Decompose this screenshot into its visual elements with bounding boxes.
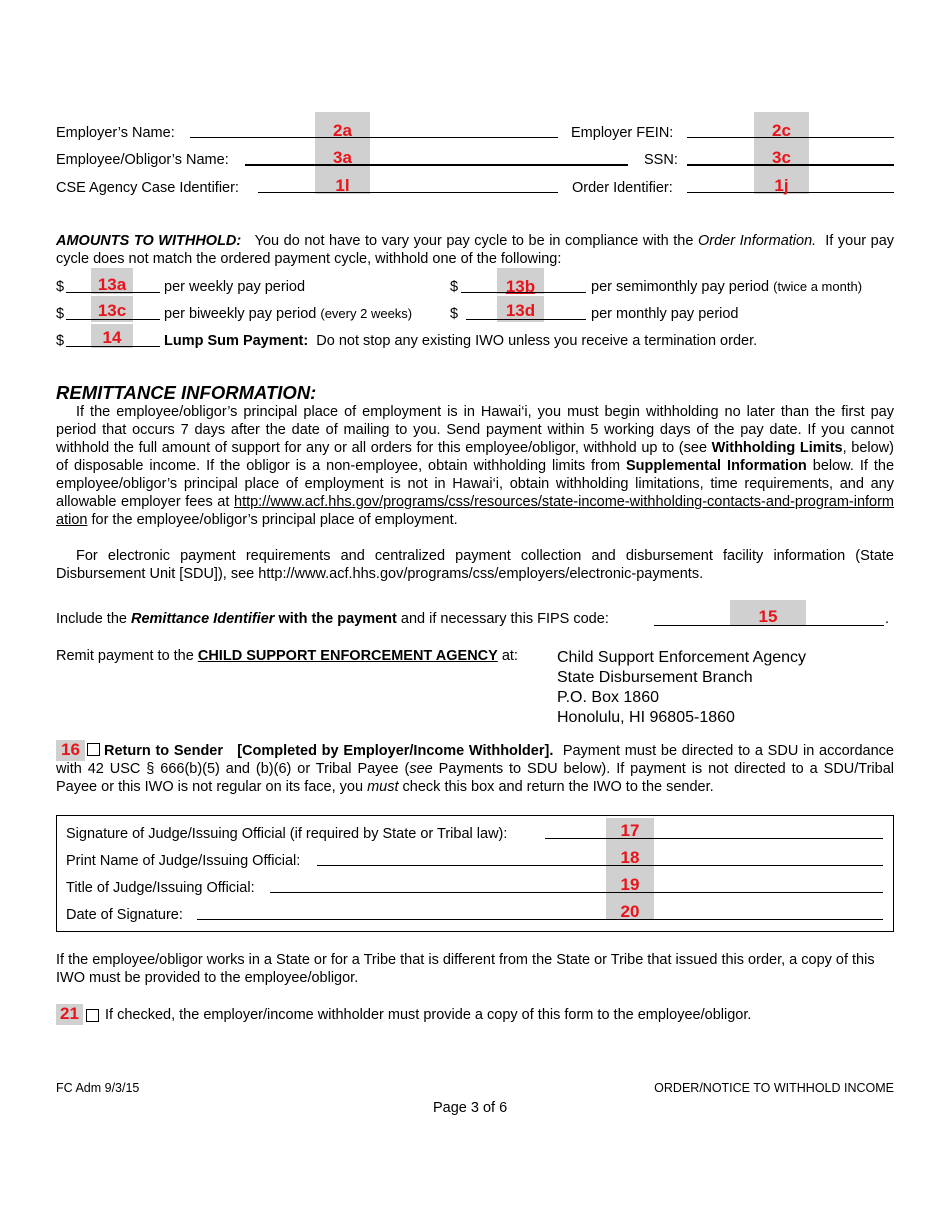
- footer-form-title: ORDER/NOTICE TO WITHHOLD INCOME: [654, 1081, 894, 1095]
- case-identifier-tag: 1l: [335, 176, 350, 195]
- return-sender-text-b: Payments to SDU below). If payment is not directed to a SDU/Tribal Payee or this IWO is not regular on its face, you: [56, 761, 895, 795]
- return-sender-must: must: [367, 779, 399, 795]
- remit-a: Remit payment to the: [56, 648, 194, 664]
- order-identifier-tag: 1j: [774, 176, 789, 195]
- amounts-heading: AMOUNTS TO WITHHOLD:: [56, 233, 242, 249]
- remit-payment-text: [56, 648, 518, 664]
- return-sender-paragraph: [56, 742, 894, 796]
- order-identifier-label: Order Identifier:: [572, 180, 673, 196]
- state-withholding-link[interactable]: http://www.acf.hhs.gov/programs/css/resources/state-income-withholding-contacts-and-program-information: [56, 494, 895, 528]
- employer-name-label: Employer’s Name:: [56, 125, 175, 141]
- remittance-paragraph-1: [56, 403, 894, 529]
- biweekly-text: [164, 306, 412, 322]
- lump-text: [164, 333, 757, 349]
- address-line: Honolulu, HI 96805-1860: [557, 709, 735, 726]
- official-title-label: Title of Judge/Issuing Official:: [66, 880, 255, 896]
- return-sender-see: see: [409, 761, 433, 777]
- signature-tag: 17: [620, 821, 640, 840]
- remit-agency: CHILD SUPPORT ENFORCEMENT AGENCY: [197, 648, 498, 664]
- remittance-paragraph-2: For electronic payment requirements and centralized payment collection and disbursement facility information (State Disbursement Unit [SDU]), see http://www.acf.hhs.gov/programs/css/employers/electronic-payments.: [56, 548, 894, 582]
- fips-a: Include the: [56, 611, 127, 627]
- address-line: State Disbursement Branch: [557, 669, 753, 686]
- footer-page-number: Page 3 of 6: [433, 1100, 508, 1116]
- remittance-p1-d: for the employee/obligor’s principal place of employment.: [91, 512, 458, 528]
- copy-check-text: If checked, the employer/income withholder must provide a copy of this form to the employee/obligor.: [105, 1007, 752, 1023]
- copy-checkbox[interactable]: [86, 1009, 99, 1022]
- print-name-field[interactable]: [317, 865, 883, 866]
- employee-name-label: Employee/Obligor’s Name:: [56, 152, 229, 168]
- remittance-p1-b: , below) of disposable income. If the obligor is a non-employee, obtain withholding limits from: [56, 440, 894, 474]
- employee-name-tag: 3a: [333, 148, 352, 167]
- supplemental-info-ref: Supplemental Information: [626, 458, 807, 474]
- ssn-tag: 3c: [772, 148, 791, 167]
- lump-label: Lump Sum Payment:: [164, 333, 309, 349]
- semimonthly-text: [591, 279, 862, 295]
- biweekly-dollar: $: [56, 306, 65, 322]
- lump-dollar: $: [56, 333, 65, 349]
- signature-date-label: Date of Signature:: [66, 907, 183, 923]
- return-sender-text-a: Payment must be directed to a SDU in accordance with 42 USC § 666(b)(5) and (b)(6) or Tribal Payee (: [56, 743, 894, 777]
- lump-description: Do not stop any existing IWO unless you receive a termination order.: [316, 333, 758, 349]
- withholding-limits-ref: Withholding Limits: [711, 440, 843, 456]
- remittance-p1-a: If the employee/obligor’s principal place of employment is in Hawai‘i, you must begin withholding no later than the first pay period that occurs 7 days after the date of mailing to you. Send payment within 5 working days of the pay date. If you cannot withhold the full amount of support for any or all orders for this employee/obligor, withhold up to (see: [56, 404, 894, 456]
- employer-fein-tag: 2c: [772, 121, 791, 140]
- print-name-label: Print Name of Judge/Issuing Official:: [66, 853, 301, 869]
- remittance-identifier-label: Remittance Identifier: [130, 611, 275, 627]
- address-line: Child Support Enforcement Agency: [557, 649, 807, 666]
- employer-fein-label: Employer FEIN:: [571, 125, 674, 141]
- footer-form-id: FC Adm 9/3/15: [56, 1081, 140, 1095]
- semimonthly-note: (twice a month): [773, 279, 863, 294]
- amounts-intro-order: Order Information.: [697, 233, 817, 249]
- semimonthly-dollar: $: [450, 279, 459, 295]
- signature-label: Signature of Judge/Issuing Official (if required by State or Tribal law):: [66, 826, 508, 842]
- fips-tag: 15: [758, 607, 778, 626]
- remit-b: at:: [501, 648, 518, 664]
- signature-date-field[interactable]: [197, 919, 883, 920]
- ssn-label: SSN:: [644, 152, 678, 168]
- fips-b: with the payment: [278, 611, 397, 627]
- print-name-tag: 18: [620, 848, 640, 867]
- semimonthly-text-main: per semimonthly pay period: [591, 279, 770, 295]
- weekly-text: per weekly pay period: [164, 279, 306, 295]
- semimonthly-tag: 13b: [505, 277, 536, 296]
- fips-end: .: [885, 611, 890, 627]
- amounts-intro-text-b: If your pay cycle does not match the ordered payment cycle, withhold one of the following:: [56, 233, 895, 267]
- employer-name-field[interactable]: [190, 137, 558, 138]
- return-sender-label: Return to Sender: [104, 743, 224, 759]
- biweekly-note: (every 2 weeks): [320, 306, 413, 321]
- remit-address: [557, 648, 806, 728]
- weekly-tag: 13a: [97, 275, 127, 294]
- signature-date-tag: 20: [620, 902, 640, 921]
- return-sender-tag: 16: [61, 740, 80, 759]
- amounts-intro: [56, 232, 894, 268]
- address-line: P.O. Box 1860: [557, 689, 659, 706]
- monthly-tag: 13d: [505, 301, 536, 320]
- official-title-field[interactable]: [270, 892, 883, 893]
- amounts-intro-text-a: You do not have to vary your pay cycle to be in compliance with the: [254, 233, 694, 249]
- signature-field[interactable]: [545, 838, 883, 839]
- biweekly-tag: 13c: [97, 301, 127, 320]
- fips-c: and if necessary this FIPS code:: [400, 611, 609, 627]
- monthly-text: per monthly pay period: [591, 306, 739, 322]
- employee-name-field[interactable]: [245, 164, 628, 166]
- official-title-tag: 19: [620, 875, 640, 894]
- monthly-dollar: $: [450, 306, 459, 322]
- case-identifier-label: CSE Agency Case Identifier:: [56, 180, 239, 196]
- remittance-p1-c: below. If the employee/obligor’s principal place of employment is not in Hawai‘i, obtain withholding limitations, time requirements, and any allowable employer fees at: [56, 458, 895, 510]
- case-identifier-field[interactable]: [258, 192, 558, 193]
- return-sender-text-c: check this box and return the IWO to the sender.: [402, 779, 714, 795]
- remittance-heading: REMITTANCE INFORMATION:: [56, 382, 317, 403]
- return-sender-completed: [Completed by Employer/Income Withholder].: [237, 743, 554, 759]
- lump-tag: 14: [102, 328, 122, 347]
- biweekly-text-main: per biweekly pay period: [164, 306, 317, 322]
- weekly-dollar: $: [56, 279, 65, 295]
- copy-check-tag: 21: [60, 1004, 79, 1023]
- copy-note: If the employee/obligor works in a State or for a Tribe that is different from the State or Tribe that issued this order, a copy of this IWO must be provided to the employee/obligor.: [56, 952, 875, 986]
- employer-name-tag: 2a: [333, 121, 352, 140]
- fips-line-text: [56, 611, 609, 627]
